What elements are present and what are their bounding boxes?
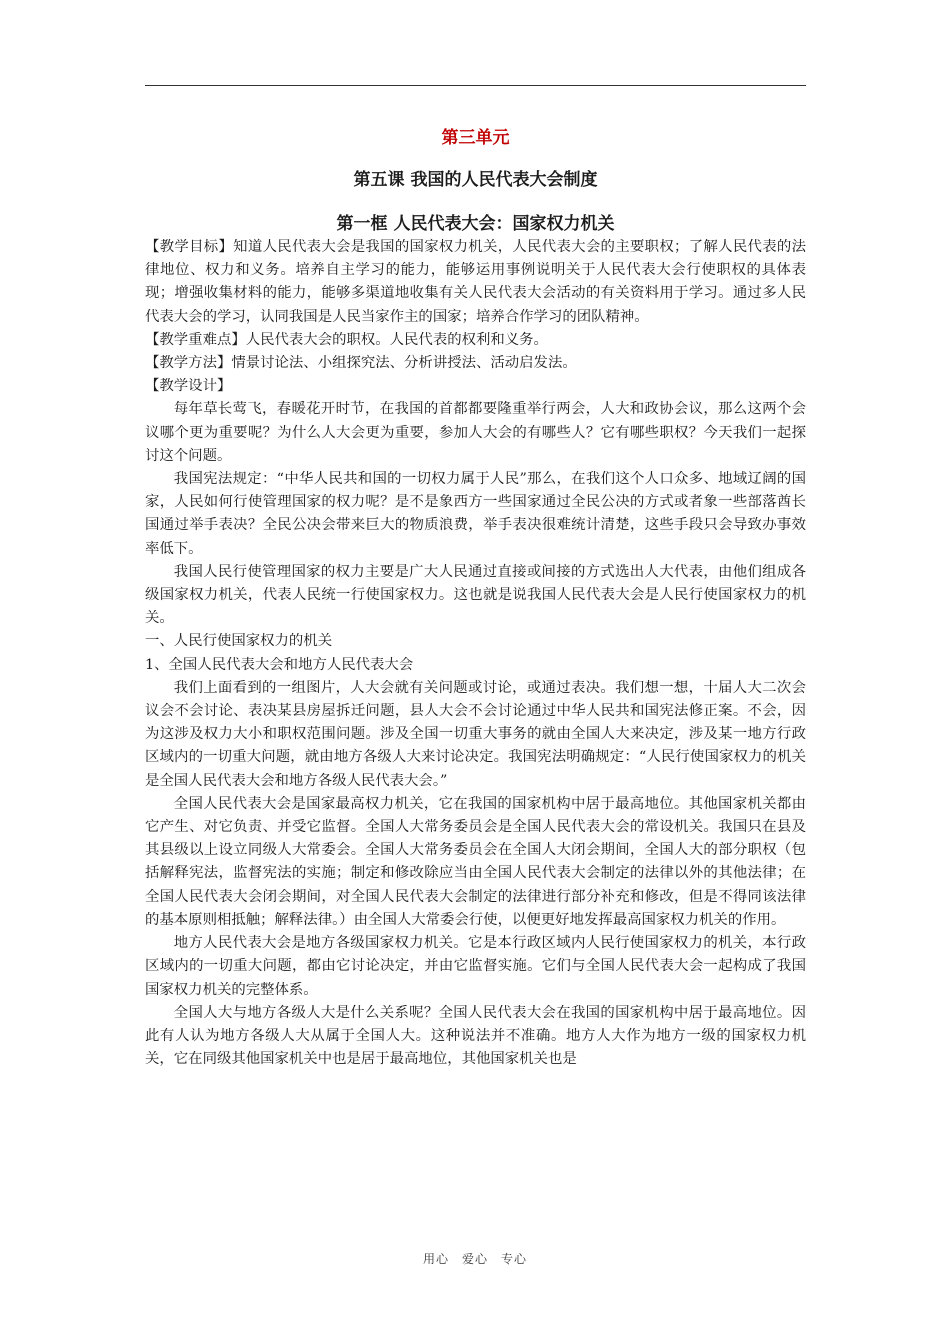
header-rule: [145, 85, 806, 86]
paragraph-local-congress: 地方人民代表大会是地方各级国家权力机关。它是本行政区域内人民行使国家权力的机关，本行政区域内的一切重大问题，都由它讨论决定，并由它监督实施。它们与全国人民代表大会一起构成了我国国家权力机关的完整体系。: [145, 935, 806, 998]
page-footer: 用心 爱心 专心: [422, 1252, 527, 1266]
lesson-title: 第五课 我国的人民代表大会制度: [353, 170, 598, 190]
paragraph-relationship: 全国人大与地方各级人大是什么关系呢？全国人民代表大会在我国的国家机构中居于最高地位。因此有人认为地方各级人大从属于全国人大。这种说法并不准确。地方人大作为地方一级的国家权力机关，它在同级其他国家机关中也是居于最高地位，其他国家机关也是: [145, 1004, 806, 1068]
paragraph-intro: 每年草长莺飞，春暖花开时节，在我国的首都都要隆重举行两会，人大和政协会议，那么这两个会议哪个更为重要呢？为什么人大会更为重要，参加人大会的有哪些人？它有哪些职权？今天我们一起探讨这个问题。: [145, 401, 806, 464]
heading-subsection-one: 1、全国人民代表大会和地方人民代表大会: [145, 656, 414, 673]
paragraph-national-congress: 全国人民代表大会是国家最高权力机关，它在我国的国家机构中居于最高地位。其他国家机关都由它产生、对它负责、并受它监督。全国人大常务委员会是全国人民代表大会的常设机关。我国只在县及其县级以上设立同级人大常委会。全国人大常务委员会在全国人大闭会期间，全国人大的部分职权（包括解释宪法，监督宪法的实施；制定和修改除应当由全国人民代表大会制定的法律以外的其他法律；在全国人民代表大会闭会期间，对全国人民代表大会制定的法律进行部分补充和修改，但是不得同该法律的基本原则相抵触；解释法律。）由全国人大常委会行使，以便更好地发挥最高国家权力机关的作用。: [145, 795, 806, 928]
paragraph-power-exercise: 我国人民行使管理国家的权力主要是广大人民通过直接或间接的方式选出人大代表，由他们组成各级国家权力机关，代表人民统一行使国家权力。这也就是说我国人民代表大会是人民行使国家权力的机关。: [145, 563, 806, 627]
section-title: 第一框 人民代表大会：国家权力机关: [336, 214, 615, 234]
teaching-methods: 【教学方法】情景讨论法、小组探究法、分析讲授法、活动启发法。: [145, 355, 577, 372]
teaching-design-heading: 【教学设计】: [145, 378, 232, 395]
unit-title: 第三单元: [441, 128, 510, 148]
teaching-objectives: 【教学目标】知道人民代表大会是我国的国家权力机关，人民代表大会的主要职权；了解人民代表的法律地位、权力和义务。培养自主学习的能力，能够运用事例说明关于人民代表大会行使职权的具体表现；增强收集材料的能力，能够多渠道地收集有关人民代表大会活动的有关资料用于学习。通过多人民代表大会的学习，认同我国是人民当家作主的国家；培养合作学习的团队精神。: [145, 239, 806, 325]
document-body: [145, 118, 806, 1071]
heading-section-one: 一、人民行使国家权力的机关: [145, 633, 333, 650]
paragraph-pictures: 我们上面看到的一组图片，人大会就有关问题或讨论，或通过表决。我们想一想，十届人大二次会议会不会讨论、表决某县房屋拆迁问题，县人大会不会讨论通过中华人民共和国宪法修正案。不会，因为这涉及权力大小和职权范围问题。涉及全国一切重大事务的就由全国人大来决定，涉及某一地方行政区域内的一切重大问题，就由地方各级人大来讨论决定。我国宪法明确规定：“人民行使国家权力的机关是全国人民代表大会和地方各级人民代表大会。”: [145, 679, 806, 789]
paragraph-constitution: 我国宪法规定：“中华人民共和国的一切权力属于人民”那么，在我们这个人口众多、地域辽阔的国家，人民如何行使管理国家的权力呢？是不是象西方一些国家通过全民公决的方式或者象一些部落酋长国通过举手表决？全民公决会带来巨大的物质浪费，举手表决很难统计清楚，这些手段只会导致办事效率低下。: [145, 471, 806, 557]
teaching-key-points: 【教学重难点】人民代表大会的职权。人民代表的权利和义务。: [145, 331, 548, 348]
